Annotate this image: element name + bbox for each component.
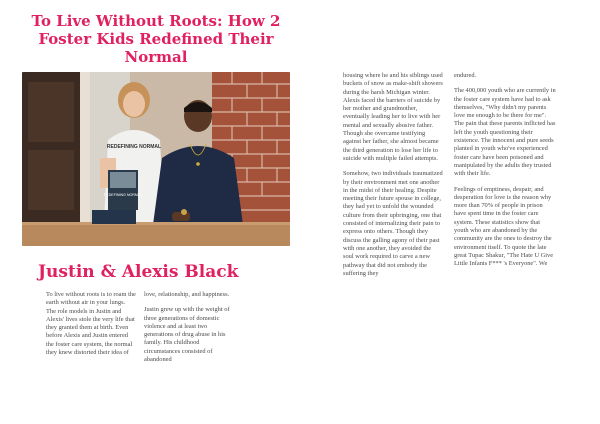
paragraph: Justin grew up with the weight of three generations of domestic violence and at least two generations of drug abuse in his family. His childhood circumstances consisted of abandoned bbox=[144, 306, 230, 364]
couple-photo bbox=[22, 72, 290, 246]
paragraph: endured. bbox=[454, 72, 477, 79]
paragraph: The 400,000 youth who are currently in the foster care system have had to ask themselves, "Why didn't my parents love me enough to be there for me". The pain that these parents inflicted has left the youth questioning their existence. The innocent and pure seeds planted in youth who've experienced foster care have been poisoned and manipulated by the adults they trusted with their life. bbox=[454, 87, 556, 178]
book-title: REDEFINING NORMAL bbox=[103, 193, 143, 197]
paragraph: To live without roots is to roam the earth without air in your lungs. The role models in Justin and Alexis' lives stole the very life that they granted them at birth. Even before Alexis and Justin entered the foster care system, the normal they knew distorted their idea of bbox=[46, 291, 136, 357]
paragraph: Somehow, two individuals traumatized by their environment met one another in the midst of their healing. Despite meeting their future spouse in college, they had yet to unfold the wounded culture from their upbringing, one that consisted of internalizing their pain to express onto others. Though they discuss the galling agony of their past with one another, they avoided the soul work required to carve a new pathway that did not embody the suffering they bbox=[343, 170, 443, 277]
right-page bbox=[343, 72, 573, 372]
left-page bbox=[22, 8, 290, 368]
text-column-3 bbox=[343, 72, 443, 285]
shirt-text: REDEFINING NORMAL bbox=[106, 144, 162, 150]
paragraph: housing where he and his siblings used buckets of snow as make-shift showers during the harsh Michigan winter. Alexis faced the barriers of suicide by her mother and grandmother, eventually leading her to live with her mental and sexually abusive father. Though she overcame testifying against her father, she almost became the third generation to lose her life to suicide with multiple failed attempts. bbox=[343, 72, 443, 162]
paragraph: Feelings of emptiness, despair, and desperation for love is the reason why more than 70% of people in prison have spent time in the foster care system. These statistics show that youth who are abandoned by the community are the ones to destroy the environment itself. To quote the late great Tupac Shakur, "The Hate U Give Little Infants F*** 's Everyone". We bbox=[454, 185, 554, 268]
text-column-1 bbox=[46, 291, 136, 364]
article-headline: To Live Without Roots: How 2 Foster Kids Redefined Their Normal bbox=[31, 12, 281, 66]
text-column-4 bbox=[454, 72, 556, 276]
article-subheading: Justin & Alexis Black bbox=[38, 262, 239, 282]
text-column-2 bbox=[144, 291, 236, 371]
paragraph: love, relationship, and happiness. bbox=[144, 291, 230, 298]
